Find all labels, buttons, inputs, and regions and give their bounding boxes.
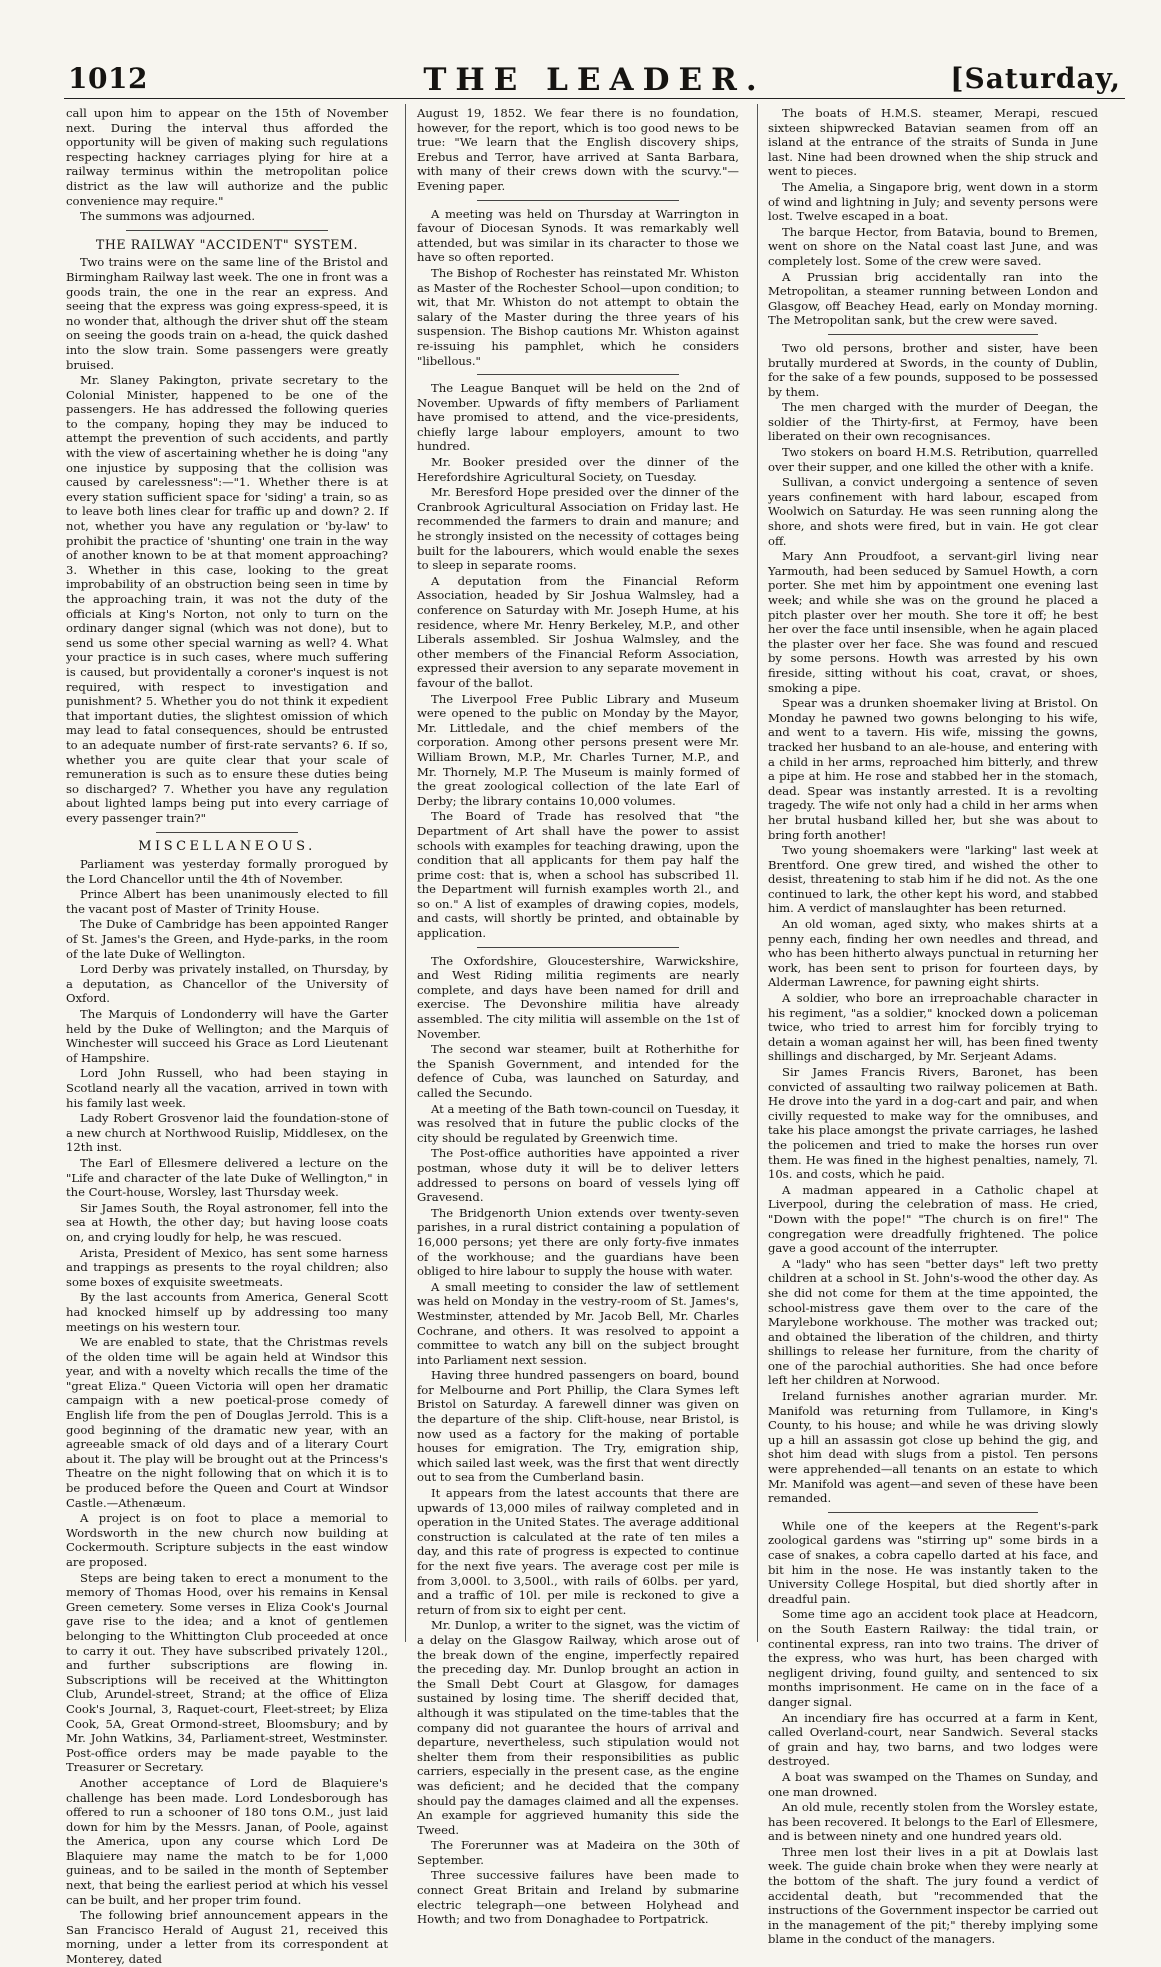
paragraph: A meeting was held on Thursday at Warrington in favour of Diocesan Synods. It was remarkably well attended, but was similar in its character to those we have so often reported. <box>417 206 739 265</box>
column-1 <box>66 106 388 1967</box>
paragraph: Mr. Booker presided over the dinner of the Herefordshire Agricultural Society, on Tuesday. <box>417 455 739 484</box>
divider <box>828 1512 1038 1513</box>
divider <box>477 947 679 948</box>
paragraph: Arista, President of Mexico, has sent some harness and trappings as presents to the royal children; also some boxes of exquisite sweetmeats. <box>66 1245 388 1289</box>
paragraph: The boats of H.M.S. steamer, Merapi, rescued sixteen shipwrecked Batavian seamen from off an island at the entrance of the straits of Sunda in June last. Nine had been drowned when the ship struck and went to pieces. <box>768 106 1098 179</box>
column-2 <box>417 106 739 1927</box>
paragraph: Sir James South, the Royal astronomer, fell into the sea at Howth, the other day; but having loose coats on, and crying loudly for help, he was rescued. <box>66 1200 388 1244</box>
paragraph: While one of the keepers at the Regent's-park zoological gardens was "stirring up" some birds in a case of snakes, a cobra capello darted at his face, and bit him in the nose. He was instantly taken to the University College Hospital, but died shortly after in dreadful pain. <box>768 1518 1098 1606</box>
divider <box>828 334 1038 335</box>
paragraph: Sir James Francis Rivers, Baronet, has been convicted of assaulting two railway policemen at Bath. He drove into the yard in a dog-cart and pair, and when civilly requested to make way for the omnibuses, and take his place amongst the private carriages, he lashed the policemen and tried to make the horses run over them. He was fined in the highest penalties, namely, 7l. 10s. and costs, which he paid. <box>768 1065 1098 1182</box>
paragraph: Prince Albert has been unanimously elected to fill the vacant post of Master of Trinity House. <box>66 887 388 916</box>
newspaper-title: THE LEADER. <box>423 62 766 98</box>
paragraph: A "lady" who has seen "better days" left two pretty children at a school in St. John's-wood the other day. As she did not come for them at the time appointed, the school-mistress gave them over to the care of the Marylebone workhouse. The mother was tracked out; and obtained the liberation of the children, and thirty shillings to release her furniture, from the charity of one of the parochial authorities. She had once before left her children at Norwood. <box>768 1256 1098 1388</box>
paragraph: An incendiary fire has occurred at a farm in Kent, called Overland-court, near Sandwich. Several stacks of grain and hay, two barns, and two lodges were destroyed. <box>768 1710 1098 1769</box>
paragraph: Parliament was yesterday formally prorogued by the Lord Chancellor until the 4th of November. <box>66 857 388 886</box>
paragraph: Three successive failures have been made to connect Great Britain and Ireland by submarine electric telegraph—one between Holyhead and Howth; and two from Donaghadee to Portpatrick. <box>417 1868 739 1927</box>
paragraph: We are enabled to state, that the Christmas revels of the olden time will be again held at Windsor this year, and with a novelty which recalls the time of the "great Eliza." Queen Victoria will open her dramatic campaign with a new poetical-prose comedy of English life from the pen of Douglas Jerrold. This is a good beginning of the dramatic new year, with an agreeable smack of old days and of a literary Court about it. The play will be brought out at the Princess's Theatre on the night following that on which it is to be produced before the Queen and Court at Windsor Castle.—Athenæum. <box>66 1335 388 1510</box>
paragraph: Having three hundred passengers on board, bound for Melbourne and Port Phillip, the Clara Symes left Bristol on Saturday. A farewell dinner was given on the departure of the ship. Clift-house, near Bristol, is now used as a factory for the making of portable houses for emigration. The Try, emigration ship, which sailed last week, was the first that went directly out to sea from the Cumberland basin. <box>417 1368 739 1485</box>
divider <box>477 200 679 201</box>
paragraph: An old woman, aged sixty, who makes shirts at a penny each, finding her own needles and thread, and who has been hitherto always punctual in returning her work, has been sent to prison for fourteen days, by Alderman Lawrence, for pawning eight shirts. <box>768 917 1098 990</box>
paragraph: The Marquis of Londonderry will have the Garter held by the Duke of Wellington; and the Marquis of Winchester will succeed his Grace as Lord Lieutenant of Hampshire. <box>66 1007 388 1065</box>
paragraph: The Liverpool Free Public Library and Museum were opened to the public on Monday by the Mayor, Mr. Littledale, and the chief members of the corporation. Among other persons present were Mr. William Brown, M.P., Mr. Charles Turner, M.P., and Mr. Thornely, M.P. The Museum is mainly formed of the great zoological collection of the late Earl of Derby; the library contains 10,000 volumes. <box>417 691 739 808</box>
paragraph: Mr. Slaney Pakington, private secretary to the Colonial Minister, happened to be one of the passengers. He has addressed the following queries to the company, hoping they may be induced to attempt the prevention of such accidents, and partly with the view of ascertaining whether he is doing "any one injustice by supposing that the collision was caused by carelessness":—"1. Whether there is at every station sufficient space for 'siding' a train, so as to leave both lines clear for traffic up and down? 2. If not, whether you have any regulation or 'by-law' to prohibit the practice of 'shunting' one train in the way of another known to be at that moment approaching? 3. Whether in this case, looking to the great improbability of an obstruction being seen in time by the approaching train, it was not the duty of the officials at King's Norton, not only to turn on the ordinary danger signal (which was not done), but to send us some other special warning as well? 4. What your practice is in such cases, where much suffering is caused, but providentally a coroner's inquest is not required, with respect to investigation and punishment? 5. Whether you do not think it expedient that important duties, the slightest omission of which may lead to fatal consequences, should be entrusted to an adequate number of first-rate servants? 6. If so, whether you are quite clear that your scale of remuneration is such as to ensure these duties being so discharged? 7. Whether you have any regulation about lighted lamps being put into every carriage of every passenger train?" <box>66 373 388 825</box>
masthead <box>68 62 1121 96</box>
paragraph: A project is on foot to place a memorial to Wordsworth in the new church now building at Cockermouth. Scripture subjects in the east window are proposed. <box>66 1511 388 1569</box>
paragraph: At a meeting of the Bath town-council on Tuesday, it was resolved that in future the public clocks of the city should be regulated by Greenwich time. <box>417 1101 739 1145</box>
paragraph: call upon him to appear on the 15th of November next. During the interval thus afforded the opportunity will be given of making such regulations respecting hackney carriages plying for hire at a railway terminus within the metropolitan police district as the law will authorize and the public convenience may require." <box>66 106 388 208</box>
paragraph: Mary Ann Proudfoot, a servant-girl living near Yarmouth, had been seduced by Samuel Howth, a corn porter. She met him by appointment one evening last week; and while she was on the ground he placed a pitch plaster over her mouth. She tore it off; he best her over the face until insensible, when he again placed the plaster over her face. She was found and rescued by some persons. Howth was arrested by his own fireside, sitting without his coat, cravat, or shoes, smoking a pipe. <box>768 549 1098 695</box>
paragraph: Ireland furnishes another agrarian murder. Mr. Manifold was returning from Tullamore, in King's County, to his house; and while he was driving slowly up a hill an assassin got close up behind the gig, and shot him dead with slugs from a pistol. Ten persons were apprehended—all tenants on an estate to which Mr. Manifold was agent—and seven of these have been remanded. <box>768 1389 1098 1506</box>
paragraph: The Earl of Ellesmere delivered a lecture on the "Life and character of the late Duke of Wellington," in the Court-house, Worsley, last Thursday week. <box>66 1155 388 1200</box>
paragraph: The League Banquet will be held on the 2nd of November. Upwards of fifty members of Parliament have promised to attend, and the vice-presidents, chiefly large labour employers, amount to two hundred. <box>417 381 739 454</box>
page-number: 1012 <box>68 62 148 95</box>
paragraph: The Oxfordshire, Gloucestershire, Warwickshire, and West Riding militia regiments are nearly complete, and days have been named for drill and exercise. The Devonshire militia have already assembled. The city militia will assemble on the 1st of November. <box>417 953 739 1041</box>
column-rule <box>757 104 758 1642</box>
paragraph: Two trains were on the same line of the Bristol and Birmingham Railway last week. The one in front was a goods train, the one in the rear an express. And seeing that the express was going express-speed, it is no wonder that, although the driver shut off the steam on seeing the goods train on a-head, the quick dashed into the slow train. Some passengers were greatly bruised. <box>66 255 388 372</box>
paragraph: A soldier, who bore an irreproachable character in his regiment, "as a soldier," knocked down a policeman twice, who tried to arrest him for forcibly trying to detain a woman against her will, has been fined twenty shillings and discharged, by Mr. Serjeant Adams. <box>768 991 1098 1064</box>
paragraph: The Board of Trade has resolved that "the Department of Art shall have the power to assist schools with examples for teaching drawing, upon the condition that all applicants for them pay half the prime cost: that is, when a school has subscribed 1l. the Department will furnish examples worth 2l., and so on." A list of examples of drawing copies, models, and casts, will shortly be printed, and obtainable by application. <box>417 809 739 941</box>
paragraph: The men charged with the murder of Deegan, the soldier of the Thirty-first, at Fermoy, have been liberated on their own recognisances. <box>768 400 1098 444</box>
paragraph: The Forerunner was at Madeira on the 30th of September. <box>417 1838 739 1867</box>
paragraph: By the last accounts from America, General Scott had knocked himself up by addressing too many meetings on his western tour. <box>66 1290 388 1334</box>
column-3 <box>768 106 1098 1947</box>
paragraph: Two young shoemakers were "larking" last week at Brentford. One grew tired, and wished the other to desist, threatening to stab him if he did not. As the one continued to lark, the other kept his word, and stabbed him. A verdict of manslaughter has been returned. <box>768 843 1098 916</box>
paragraph: Steps are being taken to erect a monument to the memory of Thomas Hood, over his remains in Kensal Green cemetery. Some verses in Eliza Cook's Journal gave rise to the idea; and a knot of gentlemen belonging to the Whittington Club proceeded at once to carry it out. They have subscribed privately 120l., and further subscriptions are flowing in. Subscriptions will be received at the Whittington Club, Arundel-street, Strand; at the office of Eliza Cook's Journal, 3, Raquet-court, Fleet-street; by Eliza Cook, 5A, Great Ormond-street, Bloomsbury; and by Mr. John Watkins, 34, Parliament-street, Westminster. Post-office orders may be made payable to the Treasurer or Secretary. <box>66 1570 388 1775</box>
paragraph: The following brief announcement appears in the San Francisco Herald of August 21, received this morning, under a letter from its correspondent at Monterey, dated <box>66 1908 388 1967</box>
paragraph: August 19, 1852. We fear there is no foundation, however, for the report, which is too good news to be true: "We learn that the English discovery ships, Erebus and Terror, have arrived at Santa Barbara, with many of their crews down with the scurvy."—Evening paper. <box>417 106 739 193</box>
paragraph: The summons was adjourned. <box>80 209 256 224</box>
paragraph: Two stokers on board H.M.S. Retribution, quarrelled over their supper, and one killed the other with a knife. <box>768 445 1098 474</box>
divider <box>126 230 328 231</box>
paragraph: The Bishop of Rochester has reinstated Mr. Whiston as Master of the Rochester School—upon condition; to wit, that Mr. Whiston do not attempt to obtain the salary of the Master during the three years of his suspension. The Bishop cautions Mr. Whiston against re-issuing his pamphlet, which he considers "libellous." <box>417 265 739 368</box>
paragraph: Mr. Beresford Hope presided over the dinner of the Cranbrook Agricultural Association on Friday last. He recommended the farmers to drain and manure; and he strongly insisted on the necessity of cottages being built for the labourers, which would enable the sexes to sleep in separate rooms. <box>417 485 739 573</box>
paragraph: Lord John Russell, who had been staying in Scotland nearly all the vacation, arrived in town with his family last week. <box>66 1066 388 1110</box>
paragraph: A madman appeared in a Catholic chapel at Liverpool, during the celebration of mass. He cried, "Down with the pope!" "The church is on fire!" The congregation were dreadfully frightened. The police gave a good account of the interrupter. <box>768 1182 1098 1256</box>
paragraph: The Bridgenorth Union extends over twenty-seven parishes, in a rural district containing a population of 16,000 persons; yet there are only forty-five inmates of the workhouse; and the guardians have been obliged to hire labour to supply the house with water. <box>417 1205 739 1279</box>
paragraph: Another acceptance of Lord de Blaquiere's challenge has been made. Lord Londesborough has offered to run a schooner of 180 tons O.M., just laid down for him by the Messrs. Janan, of Poole, against the America, upon any course which Lord De Blaquiere may name the match to be for 1,000 guineas, and to be sailed in the month of September next, that being the earliest period at which his vessel can be built, and her proper trim found. <box>66 1775 388 1907</box>
paragraph: The Amelia, a Singapore brig, went down in a storm of wind and lightning in July; and seventy persons were lost. Twelve escaped in a boat. <box>768 179 1098 224</box>
paragraph: A boat was swamped on the Thames on Sunday, and one man drowned. <box>768 1769 1098 1799</box>
paragraph: The second war steamer, built at Rotherhithe for the Spanish Government, and intended for the defence of Cuba, was launched on Saturday, and called the Secundo. <box>417 1042 739 1100</box>
paragraph: Three men lost their lives in a pit at Dowlais last week. The guide chain broke when they were nearly at the bottom of the shaft. The jury found a verdict of accidental death, but "recommended that the instructions of the Government inspector be carried out in the management of the pit;" thereby implying some blame in the conduct of the managers. <box>768 1844 1098 1947</box>
paragraph: The Post-office authorities have appointed a river postman, whose duty it will be to deliver letters addressed to persons on board of vessels lying off Gravesend. <box>417 1146 739 1205</box>
section-heading-railway-accident: THE RAILWAY "ACCIDENT" SYSTEM. <box>95 236 359 252</box>
paragraph: Mr. Dunlop, a writer to the signet, was the victim of a delay on the Glasgow Railway, which arose out of the break down of the engine, imperfectly repaired the preceding day. Mr. Dunlop brought an action in the Small Debt Court at Glasgow, for damages sustained by losing time. The sheriff decided that, although it was stipulated on the time-tables that the company did not guarantee the hours of arrival and departure, nevertheless, such stipulation would not shelter them from their responsibilities as public carriers, especially in the present case, as the engine was deficient; and he decided that the company should pay the damages claimed and all the expenses. An example for aggrieved humanity this side the Tweed. <box>417 1618 739 1837</box>
section-heading-miscellaneous: MISCELLANEOUS. <box>138 838 316 854</box>
paragraph: A deputation from the Financial Reform Association, headed by Sir Joshua Walmsley, had a conference on Saturday with Mr. Joseph Hume, at his residence, where Mr. Henry Berkeley, M.P., and other Liberals assembled. Sir Joshua Walmsley, and the other members of the Financial Reform Association, expressed their aversion to any separate movement in favour of the ballot. <box>417 573 739 690</box>
paragraph: The barque Hector, from Batavia, bound to Bremen, went on shore on the Natal coast last June, and was completely lost. Some of the crew were saved. <box>768 224 1098 268</box>
paragraph: Lady Robert Grosvenor laid the foundation-stone of a new church at Northwood Ruislip, Middlesex, on the 12th inst. <box>66 1111 388 1155</box>
paragraph: It appears from the latest accounts that there are upwards of 13,000 miles of railway completed and in operation in the United States. The average additional construction is calculated at the rate of ten miles a day, and this rate of progress is expected to continue for the next five years. The average cost per mile is from 3,000l. to 3,500l., with rails of 60lbs. per yard, and a traffic of 10l. per mile is reckoned to give a return of from six to eight per cent. <box>417 1486 739 1617</box>
paragraph: A Prussian brig accidentally ran into the Metropolitan, a steamer running between London and Glasgow, off Beachey Head, early on Monday morning. The Metropolitan sank, but the crew were saved. <box>768 269 1098 328</box>
paragraph: Spear was a drunken shoemaker living at Bristol. On Monday he pawned two gowns belonging to his wife, and went to a tavern. His wife, missing the gowns, tracked her husband to an ale-house, and entering with a child in her arms, reproached him bitterly, and threw a pipe at him. He rose and stabbed her in the stomach, dead. Spear was instantly arrested. It is a revolting tragedy. The wife not only had a child in her arms when her brutal husband killed her, but she was about to bring forth another! <box>768 696 1098 842</box>
paragraph: Some time ago an accident took place at Headcorn, on the South Eastern Railway: the tidal train, or continental express, ran into two trains. The driver of the express, who was hurt, has been charged with negligent driving, found guilty, and sentenced to six months imprisonment. He came on in the face of a danger signal. <box>768 1607 1098 1709</box>
paragraph: Lord Derby was privately installed, on Thursday, by a deputation, as Chancellor of the University of Oxford. <box>66 962 388 1006</box>
column-rule <box>405 104 406 1642</box>
issue-day: [Saturday, <box>950 62 1121 95</box>
masthead-rule <box>64 98 1125 99</box>
paragraph: Sullivan, a convict undergoing a sentence of seven years confinement with hard labour, escaped from Woolwich on Saturday. He was seen running along the shore, and shots were fired, but in vain. He got clear off. <box>768 475 1098 548</box>
divider <box>156 832 298 833</box>
paragraph: The Duke of Cambridge has been appointed Ranger of St. James's the Green, and Hyde-parks, in the room of the late Duke of Wellington. <box>66 917 388 961</box>
paragraph: An old mule, recently stolen from the Worsley estate, has been recovered. It belongs to the Earl of Ellesmere, and is between ninety and one hundred years old. <box>768 1800 1098 1844</box>
divider <box>477 374 679 375</box>
paragraph: A small meeting to consider the law of settlement was held on Monday in the vestry-room of St. James's, Westminster, attended by Mr. Jacob Bell, Mr. Charles Cochrane, and others. It was resolved to appoint a committee to watch any bill on the subject brought into Parliament next session. <box>417 1279 739 1367</box>
paragraph: Two old persons, brother and sister, have been brutally murdered at Swords, in the county of Dublin, for the sake of a few pounds, supposed to be possessed by them. <box>768 340 1098 399</box>
